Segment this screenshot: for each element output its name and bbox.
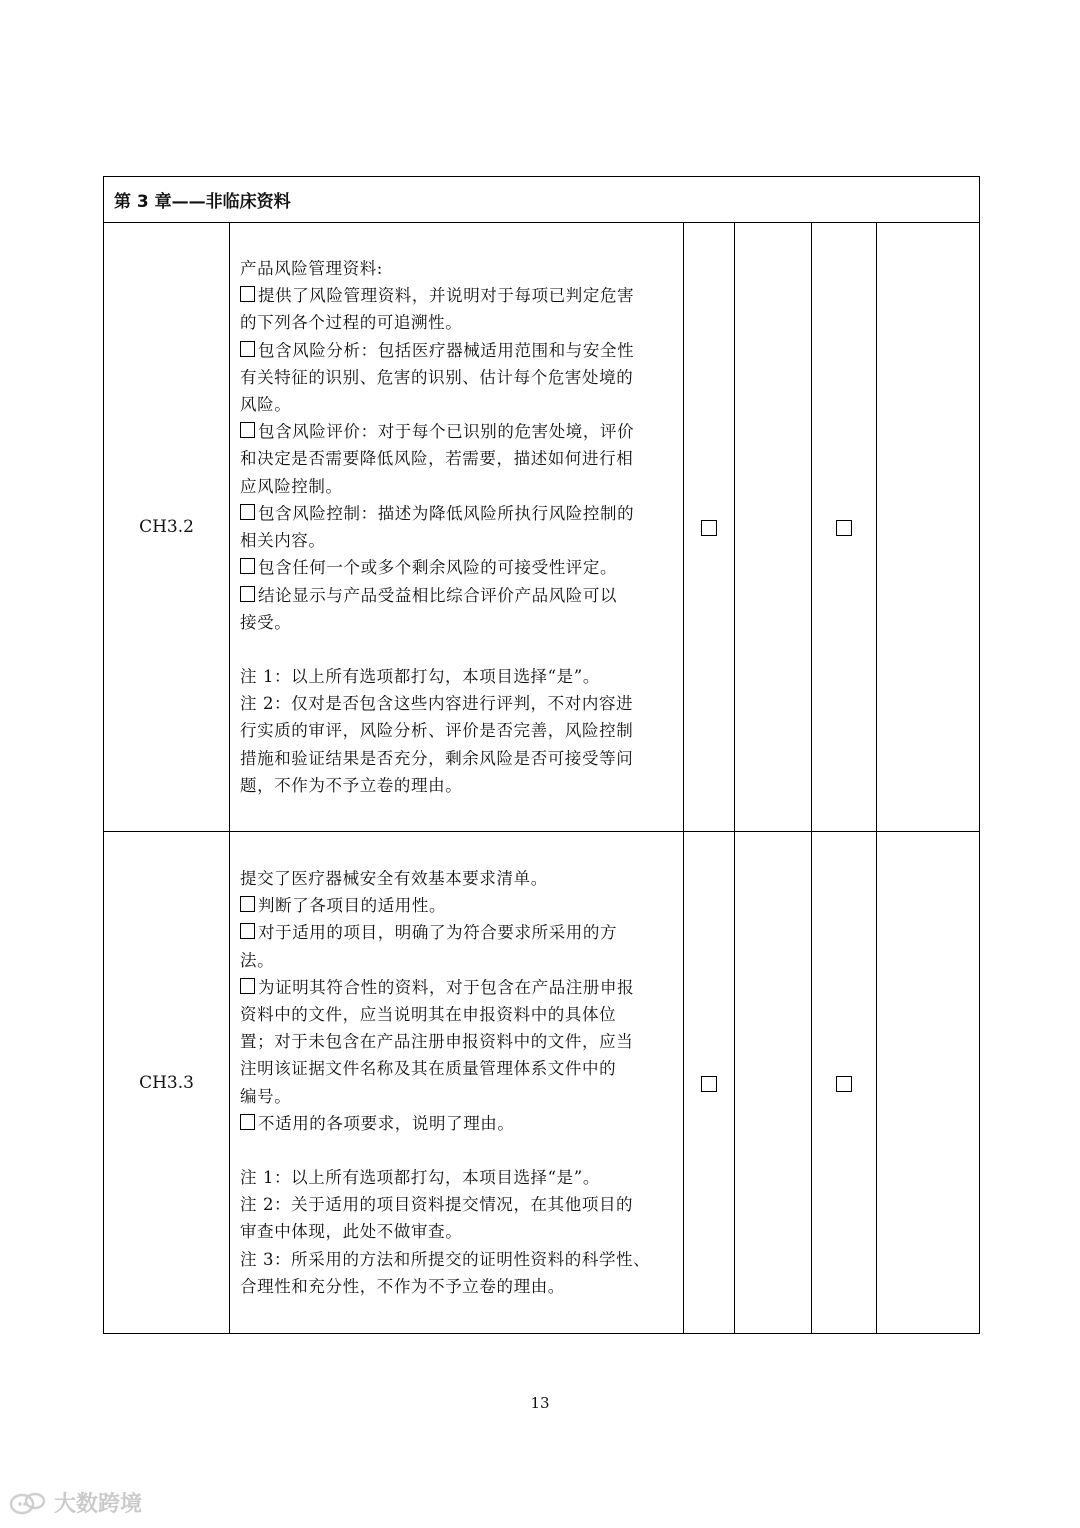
yes-cell[interactable]: [684, 832, 735, 1334]
watermark-logo-icon: [8, 1489, 48, 1517]
checkbox-icon[interactable]: [240, 286, 255, 302]
content-line: 相关内容。: [240, 531, 326, 551]
yes-cell[interactable]: [684, 223, 735, 832]
note-line: 合理性和充分性，不作为不予立卷的理由。: [240, 1276, 565, 1296]
option-text: 提供了风险管理资料，并说明对于每项已判定危害: [258, 286, 635, 306]
watermark-text: 大数跨境: [54, 1492, 143, 1517]
page-number: 13: [530, 1394, 550, 1412]
content-line: 和决定是否需要降低风险，若需要，描述如何进行相: [240, 449, 634, 469]
note-line: 注 2：仅对是否包含这些内容进行评判，不对内容进: [240, 694, 634, 714]
no-cell[interactable]: [812, 223, 877, 832]
content-line: 的下列各个过程的可追溯性。: [240, 313, 463, 333]
chapter-title: 第 3 章——非临床资料: [104, 177, 980, 223]
spacer: [240, 636, 673, 663]
spacer: [240, 1137, 673, 1164]
checkbox-icon[interactable]: [701, 1076, 717, 1092]
table-row-ch3-3: [104, 832, 980, 1334]
content-line: 资料中的文件，应当说明其在申报资料中的具体位: [240, 1004, 617, 1024]
content-line: 法。: [240, 950, 275, 970]
checklist-option[interactable]: [240, 418, 673, 445]
checklist-option[interactable]: [240, 282, 673, 309]
note-line: 审查中体现，此处不做审查。: [240, 1222, 463, 1242]
note-line: 注 1：以上所有选项都打勾，本项目选择“是”。: [240, 1168, 600, 1187]
note-line: 措施和验证结果是否充分，剩余风险是否可接受等问: [240, 748, 634, 768]
review-table-container: [103, 176, 979, 1334]
checkbox-icon[interactable]: [240, 923, 255, 939]
checkbox-icon[interactable]: [240, 586, 255, 602]
content-line: 编号。: [240, 1086, 292, 1106]
remarks-cell: [877, 223, 980, 832]
checkbox-icon[interactable]: [240, 341, 255, 357]
content-line: 提交了医疗器械安全有效基本要求清单。: [240, 868, 548, 888]
note-line: 行实质的审评，风险分析、评价是否完善，风险控制: [240, 721, 634, 741]
note-line: 注 3：所采用的方法和所提交的证明性资料的科学性、: [240, 1249, 651, 1269]
option-text: 为证明其符合性的资料，对于包含在产品注册申报: [258, 977, 635, 997]
option-text: 包含风险控制：描述为降低风险所执行风险控制的: [258, 503, 635, 523]
chapter-row: [104, 177, 980, 223]
checklist-option[interactable]: [240, 919, 673, 946]
no-cell[interactable]: [812, 832, 877, 1334]
content-line: 注明该证据文件名称及其在质量管理体系文件中的: [240, 1059, 617, 1079]
checkbox-icon[interactable]: [240, 1114, 255, 1130]
checkbox-icon[interactable]: [836, 1076, 852, 1092]
checklist-option[interactable]: [240, 892, 673, 919]
checkbox-icon[interactable]: [836, 520, 852, 536]
option-text: 结论显示与产品受益相比综合评价产品风险可以: [258, 585, 618, 605]
checkbox-icon[interactable]: [240, 558, 255, 574]
content-line: 风险。: [240, 395, 292, 415]
content-line: 接受。: [240, 612, 292, 632]
note-line: 题，不作为不予立卷的理由。: [240, 775, 463, 795]
review-checklist-table: [103, 176, 980, 1334]
item-requirements: [230, 223, 684, 832]
content-line: 应风险控制。: [240, 476, 343, 496]
checkbox-icon[interactable]: [240, 504, 255, 520]
checklist-option[interactable]: [240, 337, 673, 364]
checklist-option[interactable]: [240, 582, 673, 609]
checklist-option[interactable]: [240, 500, 673, 527]
note-line: 注 2：关于适用的项目资料提交情况，在其他项目的: [240, 1195, 634, 1215]
checklist-option[interactable]: [240, 1110, 673, 1137]
checklist-option[interactable]: [240, 974, 673, 1001]
option-text: 包含任何一个或多个剩余风险的可接受性评定。: [258, 558, 618, 578]
checklist-option[interactable]: [240, 554, 673, 581]
checkbox-icon[interactable]: [701, 520, 717, 536]
empty-cell: [735, 223, 812, 832]
content-line: 有关特征的识别、危害的识别、估计每个危害处境的: [240, 367, 634, 387]
content-line: 置；对于未包含在产品注册申报资料中的文件，应当: [240, 1032, 634, 1052]
remarks-cell: [877, 832, 980, 1334]
content-line: 产品风险管理资料:: [240, 259, 383, 279]
item-code: CH3.2: [104, 223, 230, 832]
watermark: [8, 1487, 142, 1518]
checkbox-icon[interactable]: [240, 978, 255, 994]
item-code: CH3.3: [104, 832, 230, 1334]
option-text: 对于适用的项目，明确了为符合要求所采用的方: [258, 923, 618, 943]
option-text: 不适用的各项要求，说明了理由。: [258, 1113, 515, 1133]
note-line: 注 1：以上所有选项都打勾，本项目选择“是”。: [240, 666, 600, 686]
item-requirements: [230, 832, 684, 1334]
checkbox-icon[interactable]: [240, 896, 255, 912]
table-row-ch3-2: [104, 223, 980, 832]
option-text: 包含风险分析：包括医疗器械适用范围和与安全性: [258, 340, 635, 360]
option-text: 判断了各项目的适用性。: [258, 896, 447, 916]
option-text: 包含风险评价：对于每个已识别的危害处境，评价: [258, 422, 635, 442]
empty-cell: [735, 832, 812, 1334]
checkbox-icon[interactable]: [240, 422, 255, 438]
